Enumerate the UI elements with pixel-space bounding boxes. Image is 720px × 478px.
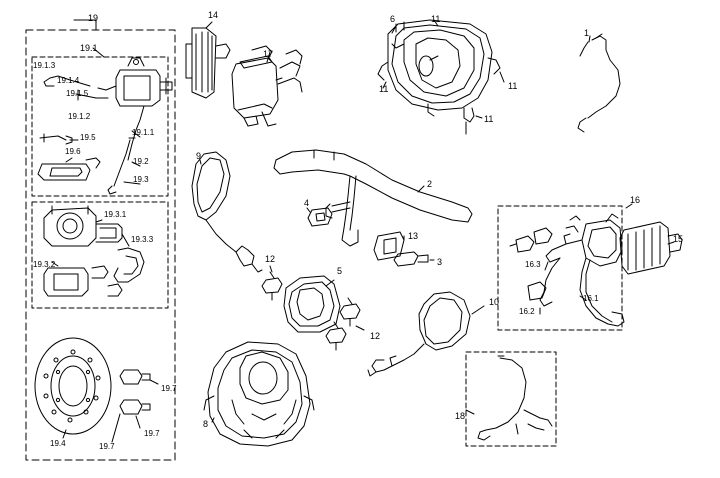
part-label-19-2: 19.2: [133, 157, 149, 166]
part-label-19-1-4: 19.1.4: [57, 76, 80, 85]
part-15-grip-right: [620, 222, 682, 274]
part-label-19-1-5: 19.1.5: [66, 89, 89, 98]
part-label-16-3: 16.3: [525, 260, 541, 269]
part-label-16-1: 16.1: [583, 294, 599, 303]
part-label-13: 13: [408, 231, 419, 241]
part-label-19-7-a: 19.7: [161, 384, 177, 393]
part-18-cable: [478, 356, 552, 440]
part-label-19-3-2: 19.3.2: [33, 260, 56, 269]
part-label-12-a: 12: [265, 254, 276, 264]
part-label-19-3-3: 19.3.3: [131, 235, 154, 244]
part-label-8: 8: [203, 419, 209, 429]
part-19-7-bolts: [120, 370, 150, 414]
part-label-15: 15: [673, 234, 684, 244]
part-label-18: 18: [455, 411, 466, 421]
part-label-19-1: 19.1: [80, 43, 98, 53]
part-14-grip: [186, 28, 230, 98]
part-1-cable: [578, 34, 620, 132]
part-5-meter-cover: [284, 276, 340, 332]
part-label-4: 4: [304, 198, 310, 208]
part-label-19-6: 19.6: [65, 147, 81, 156]
part-label-11-c: 11: [508, 81, 518, 91]
part-19-3-caliper: [44, 206, 144, 296]
part-label-11-b: 11: [379, 84, 389, 94]
part-label-3: 3: [437, 257, 443, 267]
part-label-19-4: 19.4: [50, 439, 66, 448]
part-label-19-3-1: 19.3.1: [104, 210, 127, 219]
part-label-1: 1: [584, 28, 590, 38]
part-label-11-a: 11: [431, 14, 441, 24]
part-3-bolt: [394, 252, 428, 266]
part-label-19-5: 19.5: [80, 133, 96, 142]
part-label-2: 2: [427, 179, 433, 189]
part-label-12-b: 12: [370, 331, 381, 341]
part-6-cover: [378, 20, 500, 134]
part-label-16: 16: [630, 195, 641, 205]
part-label-5: 5: [337, 266, 343, 276]
part-label-6: 6: [390, 14, 396, 24]
part-9-mirror-left: [192, 152, 262, 272]
part-label-11-d: 11: [484, 114, 494, 124]
part-label-14: 14: [208, 10, 219, 20]
part-label-10: 10: [489, 297, 500, 307]
part-label-9: 9: [196, 151, 202, 161]
part-label-19-1-1: 19.1.1: [132, 128, 155, 137]
part-label-19-7-b: 19.7: [99, 442, 115, 451]
part-label-16-2: 16.2: [519, 307, 535, 316]
group-18-dashed-box: [466, 352, 556, 446]
part-label-19-3: 19.3: [133, 175, 149, 184]
part-19-4-brake-disc: [35, 338, 111, 434]
part-label-19-1-2: 19.1.2: [68, 112, 91, 121]
group-19-3-dashed-box: [32, 202, 168, 308]
part-10-mirror-right: [368, 292, 470, 376]
group-16-dashed-box: [498, 206, 622, 330]
part-19-1-master-cylinder: [44, 58, 172, 160]
part-8-front-cover: [204, 342, 314, 446]
part-label-19-7-c: 19.7: [144, 429, 160, 438]
part-label-19: 19: [88, 13, 99, 23]
part-13-bracket: [374, 232, 404, 260]
part-label-19-1-3: 19.1.3: [33, 61, 56, 70]
part-label-17: 17: [263, 49, 274, 59]
